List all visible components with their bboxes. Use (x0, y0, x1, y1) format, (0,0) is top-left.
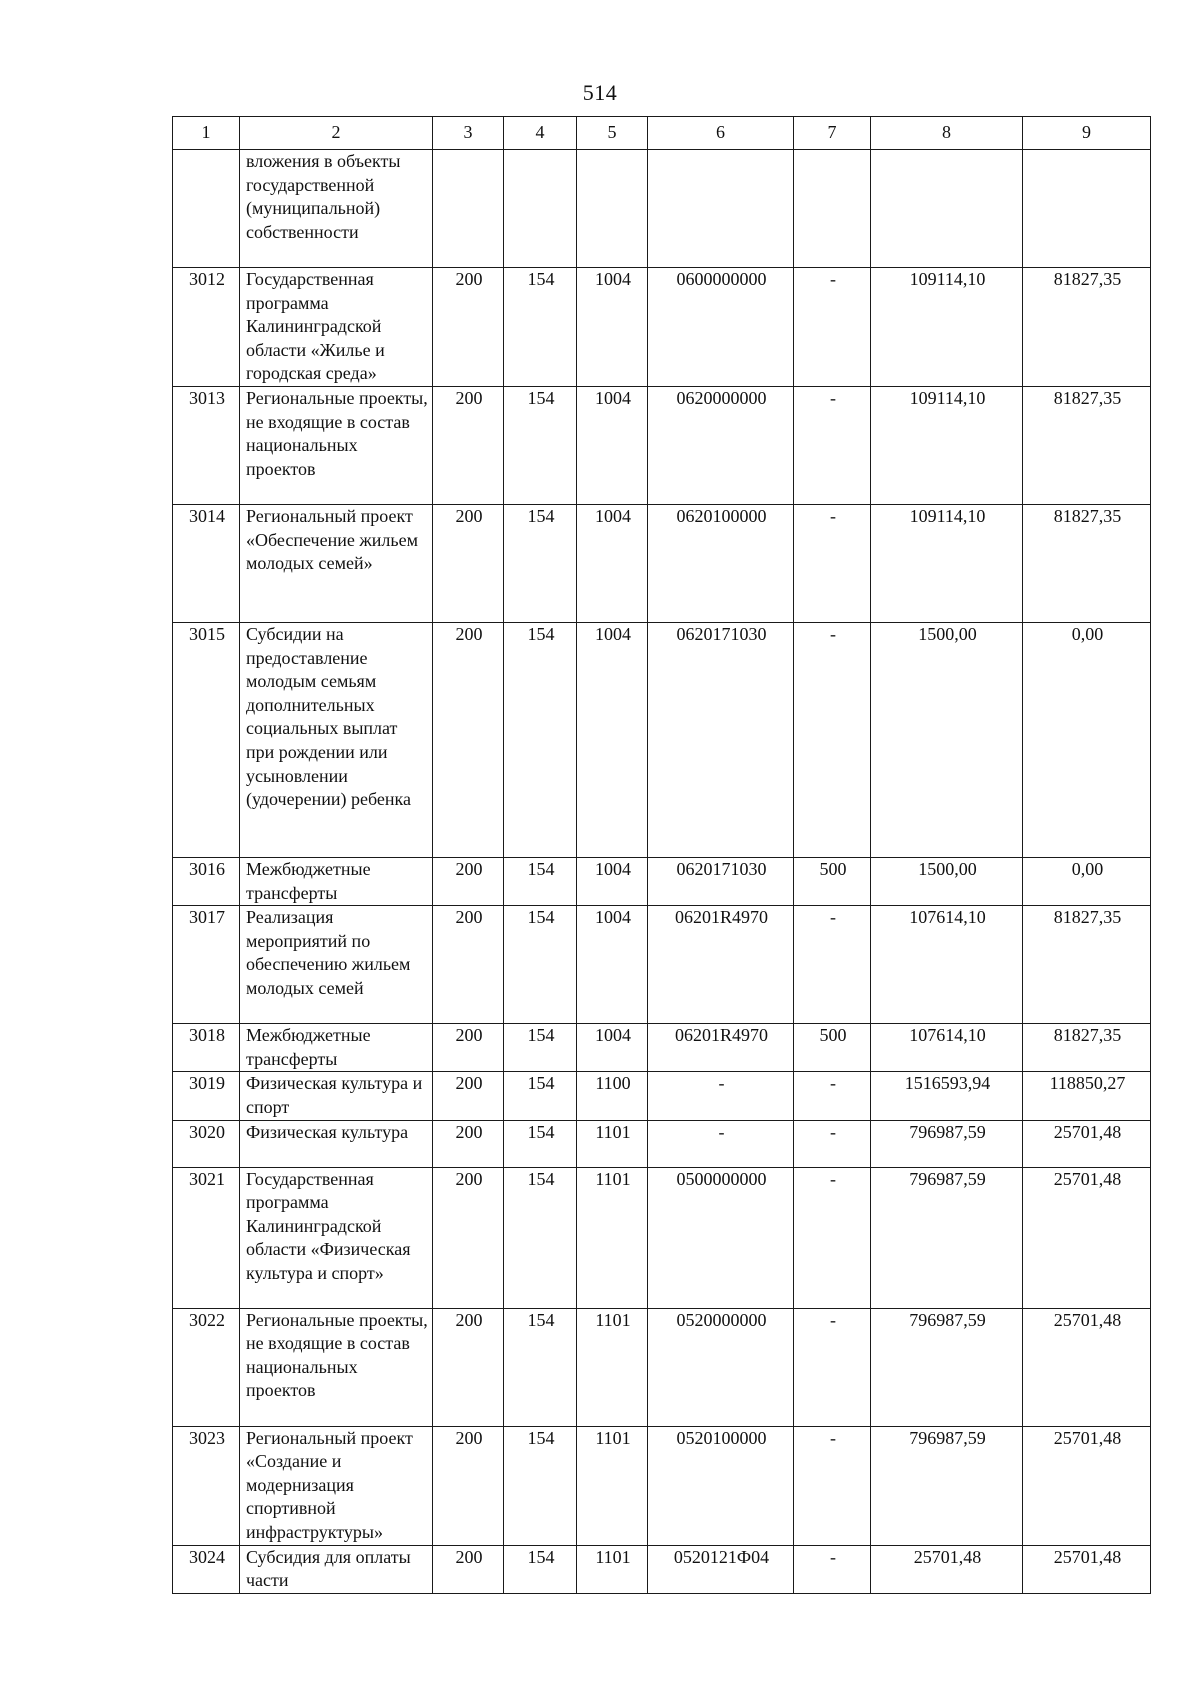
cell-col3: 200 (433, 268, 504, 387)
table-row (173, 1024, 1151, 1072)
cell-row-number (173, 150, 240, 268)
cell-amount-9: 25701,48 (1023, 1545, 1151, 1593)
cell-expense-type: - (794, 1426, 871, 1545)
cell-col3: 200 (433, 622, 504, 857)
cell-expense-type: - (794, 504, 871, 622)
table-row (173, 268, 1151, 387)
column-header: 2 (240, 117, 433, 150)
cell-col4: 154 (504, 857, 577, 905)
cell-row-number: 3016 (173, 857, 240, 905)
table-row (173, 386, 1151, 504)
cell-target-code: 06201R4970 (648, 906, 794, 1024)
column-header: 9 (1023, 117, 1151, 150)
cell-expense-type: - (794, 268, 871, 387)
cell-amount-8: 1500,00 (871, 857, 1023, 905)
cell-col3: 200 (433, 1308, 504, 1426)
cell-col3: 200 (433, 857, 504, 905)
cell-item-name: Региональный проект «Создание и модернизация спортивной инфраструктуры» (240, 1426, 433, 1545)
cell-target-code: 06201R4970 (648, 1024, 794, 1072)
cell-col4: 154 (504, 1120, 577, 1167)
cell-amount-9: 81827,35 (1023, 1024, 1151, 1072)
cell-item-name: Региональный проект «Обеспечение жильем молодых семей» (240, 504, 433, 622)
cell-col3: 200 (433, 1024, 504, 1072)
cell-row-number: 3015 (173, 622, 240, 857)
cell-amount-8: 109114,10 (871, 504, 1023, 622)
cell-amount-9: 81827,35 (1023, 504, 1151, 622)
cell-target-code: 0520100000 (648, 1426, 794, 1545)
budget-table (172, 116, 1151, 1594)
cell-col3: 200 (433, 1545, 504, 1593)
cell-item-name: Субсидия для оплаты части (240, 1545, 433, 1593)
cell-amount-9: 25701,48 (1023, 1426, 1151, 1545)
cell-amount-9: 25701,48 (1023, 1308, 1151, 1426)
cell-col3: 200 (433, 1072, 504, 1120)
cell-col4: 154 (504, 1545, 577, 1593)
cell-row-number: 3021 (173, 1167, 240, 1308)
cell-item-name: Государственная программа Калининградской области «Физическая культура и спорт» (240, 1167, 433, 1308)
cell-col4: 154 (504, 1426, 577, 1545)
cell-col5: 1101 (577, 1308, 648, 1426)
cell-col5: 1101 (577, 1545, 648, 1593)
cell-col3: 200 (433, 1167, 504, 1308)
cell-col5: 1101 (577, 1426, 648, 1545)
cell-col3: 200 (433, 1426, 504, 1545)
column-header: 3 (433, 117, 504, 150)
cell-amount-9: 25701,48 (1023, 1167, 1151, 1308)
cell-col4: 154 (504, 504, 577, 622)
cell-col4: 154 (504, 1024, 577, 1072)
cell-amount-9: 0,00 (1023, 622, 1151, 857)
cell-col4: 154 (504, 622, 577, 857)
cell-col4 (504, 150, 577, 268)
column-header: 5 (577, 117, 648, 150)
cell-item-name: Государственная программа Калининградской области «Жилье и городская среда» (240, 268, 433, 387)
cell-col5: 1004 (577, 386, 648, 504)
cell-col5: 1004 (577, 622, 648, 857)
cell-amount-8: 25701,48 (871, 1545, 1023, 1593)
cell-expense-type: - (794, 386, 871, 504)
cell-col3 (433, 150, 504, 268)
column-header: 6 (648, 117, 794, 150)
cell-expense-type: - (794, 1545, 871, 1593)
table-row (173, 1426, 1151, 1545)
cell-col5: 1100 (577, 1072, 648, 1120)
cell-col3: 200 (433, 504, 504, 622)
cell-col5 (577, 150, 648, 268)
cell-target-code: 0620000000 (648, 386, 794, 504)
cell-amount-8: 109114,10 (871, 268, 1023, 387)
cell-expense-type: 500 (794, 857, 871, 905)
cell-target-code: - (648, 1120, 794, 1167)
cell-col5: 1004 (577, 906, 648, 1024)
cell-amount-8: 107614,10 (871, 1024, 1023, 1072)
cell-target-code (648, 150, 794, 268)
table-row (173, 150, 1151, 268)
column-header: 1 (173, 117, 240, 150)
cell-amount-9 (1023, 150, 1151, 268)
page-number: 514 (582, 80, 618, 105)
cell-amount-8: 796987,59 (871, 1167, 1023, 1308)
cell-amount-8: 109114,10 (871, 386, 1023, 504)
cell-target-code: 0620171030 (648, 622, 794, 857)
table-row (173, 906, 1151, 1024)
cell-col5: 1004 (577, 504, 648, 622)
cell-col4: 154 (504, 1167, 577, 1308)
cell-col3: 200 (433, 386, 504, 504)
cell-expense-type: - (794, 1120, 871, 1167)
cell-amount-9: 81827,35 (1023, 386, 1151, 504)
cell-target-code: 0600000000 (648, 268, 794, 387)
cell-col5: 1004 (577, 268, 648, 387)
cell-col4: 154 (504, 1308, 577, 1426)
cell-target-code: - (648, 1072, 794, 1120)
cell-amount-9: 81827,35 (1023, 906, 1151, 1024)
cell-amount-8: 796987,59 (871, 1308, 1023, 1426)
cell-expense-type: - (794, 1308, 871, 1426)
table-row (173, 1308, 1151, 1426)
cell-amount-9: 81827,35 (1023, 268, 1151, 387)
cell-row-number: 3018 (173, 1024, 240, 1072)
cell-item-name: Межбюджетные трансферты (240, 857, 433, 905)
cell-row-number: 3024 (173, 1545, 240, 1593)
cell-item-name: Субсидии на предоставление молодым семьям дополнительных социальных выплат при рождении или усыновлении (удочерении) ребенка (240, 622, 433, 857)
cell-amount-9: 25701,48 (1023, 1120, 1151, 1167)
cell-expense-type: 500 (794, 1024, 871, 1072)
cell-target-code: 0500000000 (648, 1167, 794, 1308)
table-row (173, 1167, 1151, 1308)
cell-row-number: 3020 (173, 1120, 240, 1167)
cell-item-name: Физическая культура и спорт (240, 1072, 433, 1120)
table-row (173, 1072, 1151, 1120)
cell-col5: 1101 (577, 1120, 648, 1167)
table-row (173, 857, 1151, 905)
cell-target-code: 0520121Ф04 (648, 1545, 794, 1593)
cell-col5: 1101 (577, 1167, 648, 1308)
table-row (173, 1120, 1151, 1167)
cell-item-name: Физическая культура (240, 1120, 433, 1167)
cell-col4: 154 (504, 1072, 577, 1120)
cell-item-name: Реализация мероприятий по обеспечению жильем молодых семей (240, 906, 433, 1024)
cell-col5: 1004 (577, 857, 648, 905)
cell-expense-type: - (794, 1167, 871, 1308)
cell-expense-type (794, 150, 871, 268)
table-row (173, 622, 1151, 857)
cell-target-code: 0620171030 (648, 857, 794, 905)
cell-item-name: Региональные проекты, не входящие в состав национальных проектов (240, 1308, 433, 1426)
cell-col3: 200 (433, 906, 504, 1024)
cell-amount-8: 796987,59 (871, 1426, 1023, 1545)
cell-row-number: 3013 (173, 386, 240, 504)
cell-target-code: 0620100000 (648, 504, 794, 622)
cell-target-code: 0520000000 (648, 1308, 794, 1426)
cell-amount-9: 0,00 (1023, 857, 1151, 905)
table-row (173, 1545, 1151, 1593)
cell-row-number: 3012 (173, 268, 240, 387)
cell-expense-type: - (794, 1072, 871, 1120)
cell-row-number: 3023 (173, 1426, 240, 1545)
cell-item-name: Межбюджетные трансферты (240, 1024, 433, 1072)
table-header-row (173, 117, 1151, 150)
cell-item-name: Региональные проекты, не входящие в состав национальных проектов (240, 386, 433, 504)
cell-col4: 154 (504, 268, 577, 387)
cell-row-number: 3014 (173, 504, 240, 622)
cell-row-number: 3017 (173, 906, 240, 1024)
cell-amount-8: 107614,10 (871, 906, 1023, 1024)
cell-amount-8 (871, 150, 1023, 268)
cell-col5: 1004 (577, 1024, 648, 1072)
cell-row-number: 3019 (173, 1072, 240, 1120)
cell-col4: 154 (504, 906, 577, 1024)
column-header: 7 (794, 117, 871, 150)
cell-amount-9: 118850,27 (1023, 1072, 1151, 1120)
cell-expense-type: - (794, 622, 871, 857)
cell-col4: 154 (504, 386, 577, 504)
cell-col3: 200 (433, 1120, 504, 1167)
cell-amount-8: 1500,00 (871, 622, 1023, 857)
cell-amount-8: 1516593,94 (871, 1072, 1023, 1120)
cell-amount-8: 796987,59 (871, 1120, 1023, 1167)
column-header: 4 (504, 117, 577, 150)
cell-expense-type: - (794, 906, 871, 1024)
cell-row-number: 3022 (173, 1308, 240, 1426)
cell-item-name: вложения в объекты государственной (муниципальной) собственности (240, 150, 433, 268)
table-row (173, 504, 1151, 622)
column-header: 8 (871, 117, 1023, 150)
